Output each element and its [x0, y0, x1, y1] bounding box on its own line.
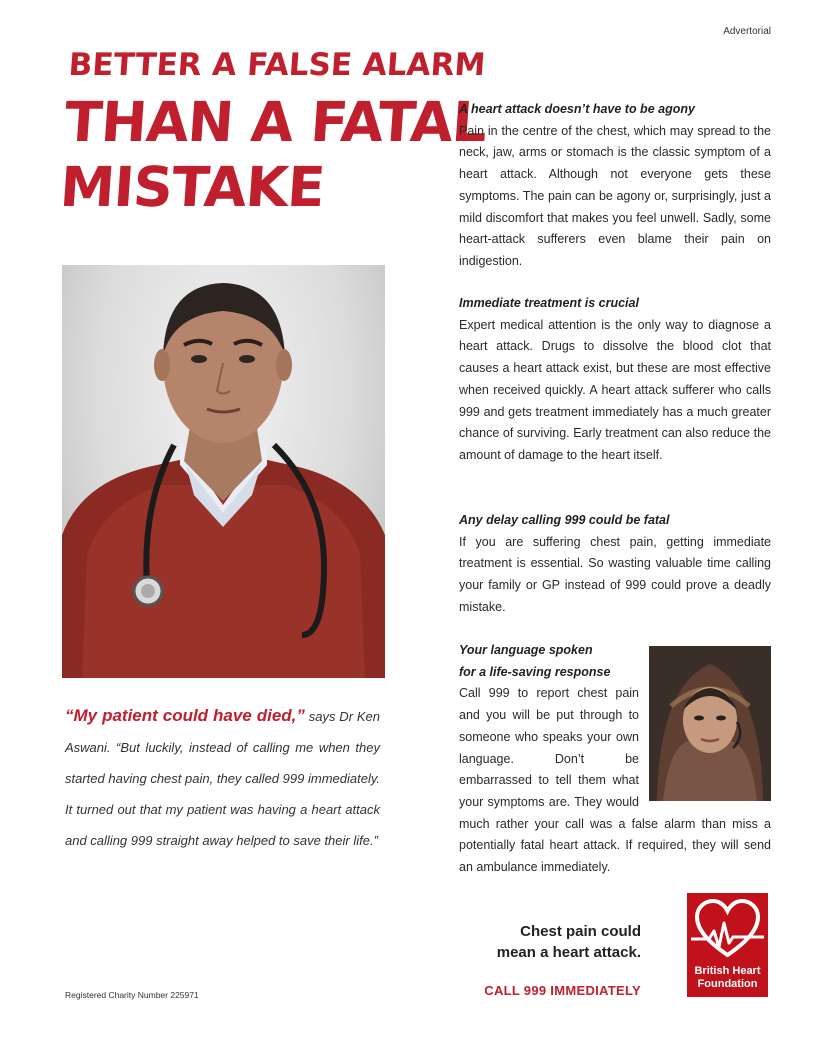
- call-999-text: CALL 999 IMMEDIATELY: [484, 983, 641, 998]
- headline: [57, 47, 491, 219]
- doctor-portrait-illustration: [62, 265, 385, 678]
- quote-body: says Dr Ken Aswani. “But luckily, instead of calling me when they started having chest pain, they called 999 immediately. It turned out that my patient was having a heart attack and calling 999 straight away helped to save their life.”: [65, 709, 380, 848]
- quote-lead: “My patient could have died,”: [65, 706, 305, 725]
- section-heading-line-2: for a life-saving response: [459, 664, 611, 679]
- headline-line-1: BETTER A FALSE ALARM: [67, 47, 487, 83]
- bhf-logo-line-1: British Heart: [694, 965, 761, 977]
- section-body: Expert medical attention is the only way to diagnose a heart attack. Drugs to dissolve the blood clot that causes a heart attack exist, but these are most effective when received quickly. A heart attack sufferer who calls 999 and gets treatment immediately has a much greater chance of surviving. Early treatment can also reduce the amount of damage to the heart itself.: [459, 317, 771, 462]
- cta-block: [440, 921, 641, 963]
- heart-ecg-icon: [687, 893, 768, 965]
- section-delay-fatal: [459, 510, 771, 619]
- section-heart-attack-agony: [459, 99, 771, 273]
- section-body: Pain in the centre of the chest, which may spread to the neck, jaw, arms or stomach is the classic symptom of a heart attack. Although not everyone gets these symptoms. The pain can be agony or, surprisingly, just a mild discomfort that makes you feel unwell. Sadly, some heart-attack sufferers even blame their pain on indigestion.: [459, 123, 771, 268]
- section-heading-line-1: Your language spoken: [459, 643, 593, 657]
- bhf-logo: [687, 893, 768, 997]
- doctor-quote: [65, 700, 380, 856]
- call-handler-illustration: [649, 646, 771, 801]
- section-heading: Immediate treatment is crucial: [459, 296, 639, 310]
- section-body: Call 999 to report chest pain and you will be put through to someone who speaks your own language. Don’t be embarrassed to tell them what your symptoms are. They would much rather your call was a false alarm than miss a potentially fatal heart attack. If required, they will send an ambulance immediately.: [459, 686, 771, 875]
- cta-line-1: Chest pain could: [520, 923, 641, 940]
- section-heading: Any delay calling 999 could be fatal: [459, 513, 670, 527]
- charity-number: Registered Charity Number 225971: [65, 990, 199, 1000]
- headline-line-2: THAN A FATAL: [62, 90, 489, 154]
- headline-line-3: MISTAKE: [57, 155, 327, 219]
- doctor-portrait-photo: [62, 265, 385, 678]
- section-immediate-treatment: [459, 293, 771, 467]
- bhf-logo-line-2: Foundation: [697, 978, 758, 990]
- section-body: If you are suffering chest pain, getting immediate treatment is essential. So wasting valuable time calling your family or GP instead of 999 could prove a deadly mistake.: [459, 534, 771, 614]
- advertorial-label: Advertorial: [723, 26, 771, 37]
- cta-line-2: mean a heart attack.: [496, 944, 641, 961]
- bhf-logo-text: [687, 965, 768, 991]
- section-heading: A heart attack doesn’t have to be agony: [459, 102, 695, 116]
- call-handler-photo: [649, 646, 771, 801]
- section-your-language: [459, 640, 771, 879]
